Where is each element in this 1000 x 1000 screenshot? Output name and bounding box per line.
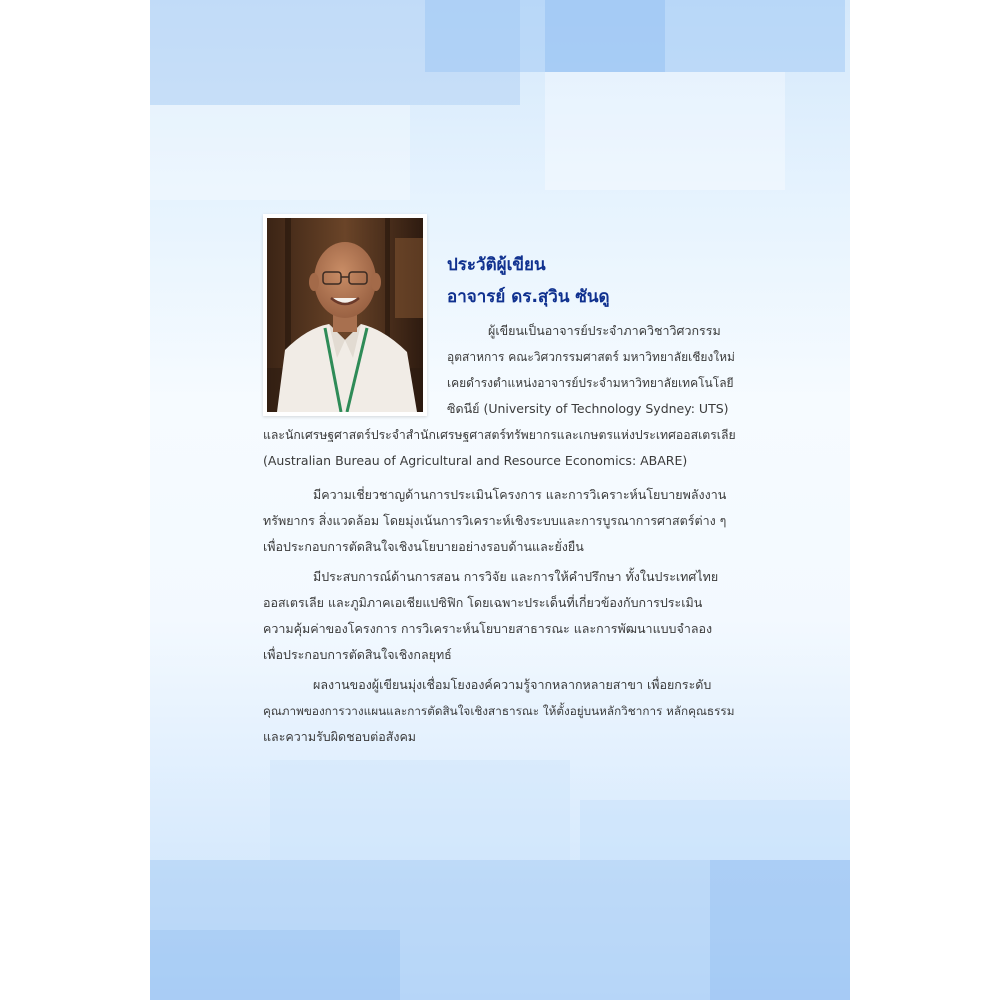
paragraph-line: มีความเชี่ยวชาญด้านการประเมินโครงการ และการวิเคราะห์นโยบายพลังงาน bbox=[313, 487, 727, 502]
bg-block bbox=[580, 800, 850, 860]
paragraph-line: ผู้เขียนเป็นอาจารย์ประจำภาควิชาวิศวกรรม bbox=[488, 323, 721, 338]
section-title: ประวัติผู้เขียน bbox=[447, 255, 546, 275]
book-page bbox=[150, 0, 850, 1000]
bg-block bbox=[545, 0, 665, 72]
author-name: อาจารย์ ดร.สุวิน ซันดู bbox=[447, 287, 610, 307]
bg-block bbox=[545, 72, 785, 190]
paragraph-line: เคยดำรงตำแหน่งอาจารย์ประจำมหาวิทยาลัยเทคโนโลยี bbox=[447, 376, 734, 390]
bg-block bbox=[270, 760, 570, 860]
paragraph-line: และความรับผิดชอบต่อสังคม bbox=[263, 729, 417, 744]
paragraph-line: ผลงานของผู้เขียนมุ่งเชื่อมโยงองค์ความรู้จากหลากหลายสาขา เพื่อยกระดับ bbox=[313, 677, 712, 692]
paragraph-line: คุณภาพของการวางแผนและการตัดสินใจเชิงสาธารณะ ให้ตั้งอยู่บนหลักวิชาการ หลักคุณธรรม bbox=[263, 704, 735, 718]
bg-block bbox=[150, 105, 410, 200]
paragraph-line: ทรัพยากร สิ่งแวดล้อม โดยมุ่งเน้นการวิเคราะห์เชิงระบบและการบูรณาการศาสตร์ต่าง ๆ bbox=[263, 513, 727, 528]
paragraph-line: ซิดนีย์ (University of Technology Sydney: UTS) bbox=[447, 401, 729, 416]
bg-block bbox=[710, 860, 850, 1000]
paragraph-line: ความคุ้มค่าของโครงการ การวิเคราะห์นโยบายสาธารณะ และการพัฒนาแบบจำลอง bbox=[263, 621, 713, 636]
paragraph-line: (Australian Bureau of Agricultural and Resource Economics: ABARE) bbox=[263, 453, 688, 468]
author-photo bbox=[267, 218, 423, 412]
paragraph-line: เพื่อประกอบการตัดสินใจเชิงนโยบายอย่างรอบด้านและยั่งยืน bbox=[263, 539, 584, 554]
paragraph-line: อุตสาหการ คณะวิศวกรรมศาสตร์ มหาวิทยาลัยเชียงใหม่ bbox=[447, 350, 735, 364]
paragraph-line: เพื่อประกอบการตัดสินใจเชิงกลยุทธ์ bbox=[263, 647, 452, 662]
paragraph-line: มีประสบการณ์ด้านการสอน การวิจัย และการให้คำปรึกษา ทั้งในประเทศไทย bbox=[313, 569, 719, 584]
author-photo-frame bbox=[263, 214, 427, 416]
bg-block bbox=[150, 930, 400, 1000]
paragraph-line: ออสเตรเลีย และภูมิภาคเอเชียแปซิฟิก โดยเฉพาะประเด็นที่เกี่ยวข้องกับการประเมิน bbox=[263, 595, 703, 610]
paragraph-line: และนักเศรษฐศาสตร์ประจำสำนักเศรษฐศาสตร์ทรัพยากรและเกษตรแห่งประเทศออสเตรเลีย bbox=[263, 428, 736, 442]
